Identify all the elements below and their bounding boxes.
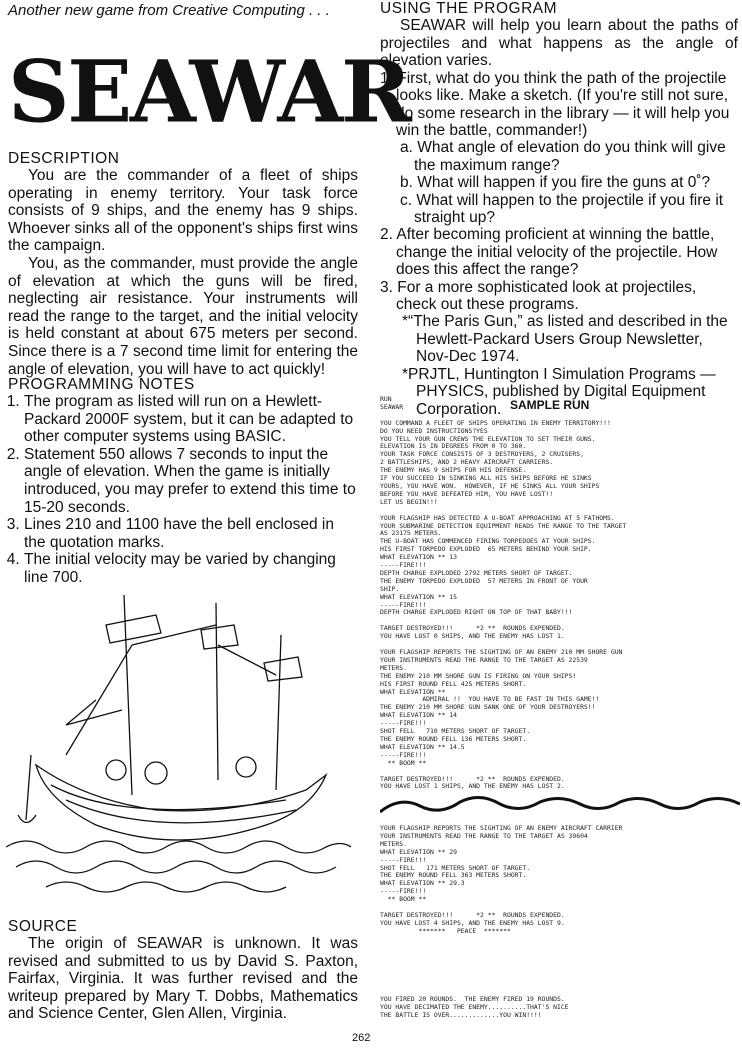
using-item-3: 3. For a more sophisticated look at projectiles, check out these programs. (380, 278, 697, 314)
using-intro: SEAWAR will help you learn about the paths of projectiles and what happens as the angle of elevation varies. (380, 17, 738, 70)
programming-notes-list (8, 393, 358, 587)
list-item: 1. The program as listed will run on a Hewlett-Packard 2000F system, but it can be adapted to other computer systems using BASIC. (24, 393, 358, 446)
source-section (8, 918, 358, 1023)
using-heading: USING THE PROGRAM (380, 0, 558, 17)
source-paragraph: The origin of SEAWAR is unknown. It was revised and submitted to us by David S. Paxton, Fairfax, Virginia. It was further revised and the writeup prepared by Mary T. Dobbs, Mathematics and Science Center, Glen Allen, Virginia. (8, 935, 358, 1023)
description-paragraph-2: You, as the commander, must provide the angle of elevation at which the guns will be fired, neglecting air resistance. Your instruments will read the range to the target, and the initial velocity is held constant at about 675 meters per second. Since there is a 7 second time limit for entering the angle of elevation, you will have to act quickly! (8, 254, 358, 378)
description-section (8, 150, 358, 378)
wave-divider (380, 792, 740, 818)
description-heading: DESCRIPTION (8, 150, 120, 167)
sample-run-output-1: RUN SEAWAR YOU COMMAND A FLEET OF SHIPS OPERATING IN ENEMY TERRITORY!!! DO YOU NEED INSTRUCTIONS?YES YOU TELL YOUR GUN CREWS THE ELEVATION TO SET THEIR GUNS. ELEVATION IS IN DEGREES FROM 0 TO 360. YOUR TASK FORCE CONSISTS OF 3 DESTROYERS, 2 CRUISERS, 2 BATTLESHIPS, AND 2 HEAVY AIRCRAFT CARRIERS. THE ENEMY HAS 9 SHIPS FOR HIS DEFENSE. IF YOU SUCCEED IN SINKING ALL HIS SHIPS BEFORE HE SINKS YOURS, YOU HAVE WON. HOWEVER, IF HE SINKS ALL YOUR SHIPS BEFORE YOU HAVE DEFEATED HIM, YOU HAVE LOST!! LET US BEGIN!!! YOUR FLAGSHIP HAS DETECTED A U-BOAT APPROACHING AT 5 FATHOMS. YOUR SUBMARINE DETECTION EQUIPMENT READS THE RANGE TO THE TARGET AS 23175 METERS. THE U-BOAT HAS COMMENCED FIRING TORPEDOES AT YOUR SHIPS. HIS FIRST TORPEDO EXPLODED 65 METERS BEHIND YOUR SHIP. WHAT ELEVATION ** 13 -----FIRE!!! DEPTH CHARGE EXPLODED 2792 METERS SHORT OF TARGET. THE ENEMY TORPEDO EXPLODED 57 METERS IN FRONT OF YOUR SHIP. WHAT ELEVATION ** 15 -----FIRE!!! DEPTH CHARGE EXPLODED RIGHT ON TOP OF THAT BABY!!! TARGET DESTROYED!!! *2 ** ROUNDS EXPENDED. YOU HAVE LOST 0 SHIPS, AND THE ENEMY HAS LOST 1. YOUR FLAGSHIP REPORTS THE SIGHTING OF AN ENEMY 210 MM SHORE GUN YOUR INSTRUMENTS READ THE RANGE TO THE TARGET AS 22539 METERS. THE ENEMY 210 MM SHORE GUN IS FIRING ON YOUR SHIPS! HIS FIRST ROUND FELL 425 METERS SHORT. WHAT ELEVATION ** ADMIRAL !! YOU HAVE TO BE FAST IN THIS GAME!! THE ENEMY 210 MM SHORE GUN SANK ONE OF YOUR DESTROYERS!! WHAT ELEVATION ** 14 -----FIRE!!! SHOT FELL 710 METERS SHORT OF TARGET. THE ENEMY ROUND FELL 136 METERS SHORT. WHAT ELEVATION ** 14.5 -----FIRE!!! ** BOOM ** TARGET DESTROYED!!! *2 ** ROUNDS EXPENDED. YOU HAVE LOST 1 SHIPS, AND THE ENEMY HAS LOST 2. (380, 395, 627, 791)
sailing-ship-illustration (6, 585, 356, 915)
using-section (380, 0, 738, 418)
sample-run-output-3: YOU FIRED 20 ROUNDS. THE ENEMY FIRED 19 ROUNDS. YOU HAVE DECIMATED THE ENEMY..........THAT'S NICE THE BATTLE IS OVER.............YOU WIN!!!! (380, 995, 569, 1019)
programming-notes-section (8, 376, 358, 587)
list-item: 4. The initial velocity may be varied by changing line 700. (24, 551, 358, 586)
using-item-1a: a. What angle of elevation do you think will give the maximum range? (400, 139, 726, 174)
using-item-1: 1. First, what do you think the path of the projectile looks like. Make a sketch. (If you're still not sure, do some research in the library — it will help you win the battle, commander!) (380, 69, 730, 139)
reference-paris-gun: *“The Paris Gun,” as listed and described in the Hewlett-Packard Users Group Newsletter, Nov-Dec 1974. (402, 313, 728, 366)
sample-run-heading: SAMPLE RUN (510, 398, 590, 412)
using-item-2: 2. After becoming proficient at winning the battle, change the initial velocity of the projectile. How does this affect the range? (380, 226, 718, 279)
reference-prjtl: *PRJTL, Huntington I Simulation Programs — PHYSICS, published by Digital Equipment Corporation. (402, 365, 716, 418)
description-paragraph-1: You are the commander of a fleet of ships operating in enemy territory. Your task force consists of 9 ships, and the enemy has 9 ships. Whoever sinks all of the opponent's ships first wins the campaign. (8, 167, 358, 255)
page-title: SEAWAR (8, 42, 410, 142)
sample-run-output-2: YOUR FLAGSHIP REPORTS THE SIGHTING OF AN ENEMY AIRCRAFT CARRIER YOUR INSTRUMENTS READ THE RANGE TO THE TARGET AS 39604 METERS. WHAT ELEVATION ** 29 -----FIRE!!! SHOT FELL 171 METERS SHORT OF TARGET. THE ENEMY ROUND FELL 363 METERS SHORT. WHAT ELEVATION ** 29.3 -----FIRE!!! ** BOOM ** TARGET DESTROYED!!! *2 ** ROUNDS EXPENDED. YOU HAVE LOST 4 SHIPS, AND THE ENEMY HAS LOST 9. ******* PEACE ******* (380, 824, 623, 935)
using-item-1c: c. What will happen to the projectile if you fire it straight up? (400, 191, 724, 227)
source-heading: SOURCE (8, 918, 78, 935)
page-number: 262 (352, 1032, 371, 1044)
list-item: 2. Statement 550 allows 7 seconds to input the angle of elevation. When the game is initially introduced, you may prefer to extend this time to 15-20 seconds. (24, 446, 358, 516)
programming-notes-heading: PROGRAMMING NOTES (8, 376, 195, 393)
tagline: Another new game from Creative Computing . . . (8, 2, 330, 19)
using-item-1b: b. What will happen if you fire the guns at 0˚? (400, 174, 711, 192)
list-item: 3. Lines 210 and 1100 have the bell enclosed in the quotation marks. (24, 516, 358, 551)
